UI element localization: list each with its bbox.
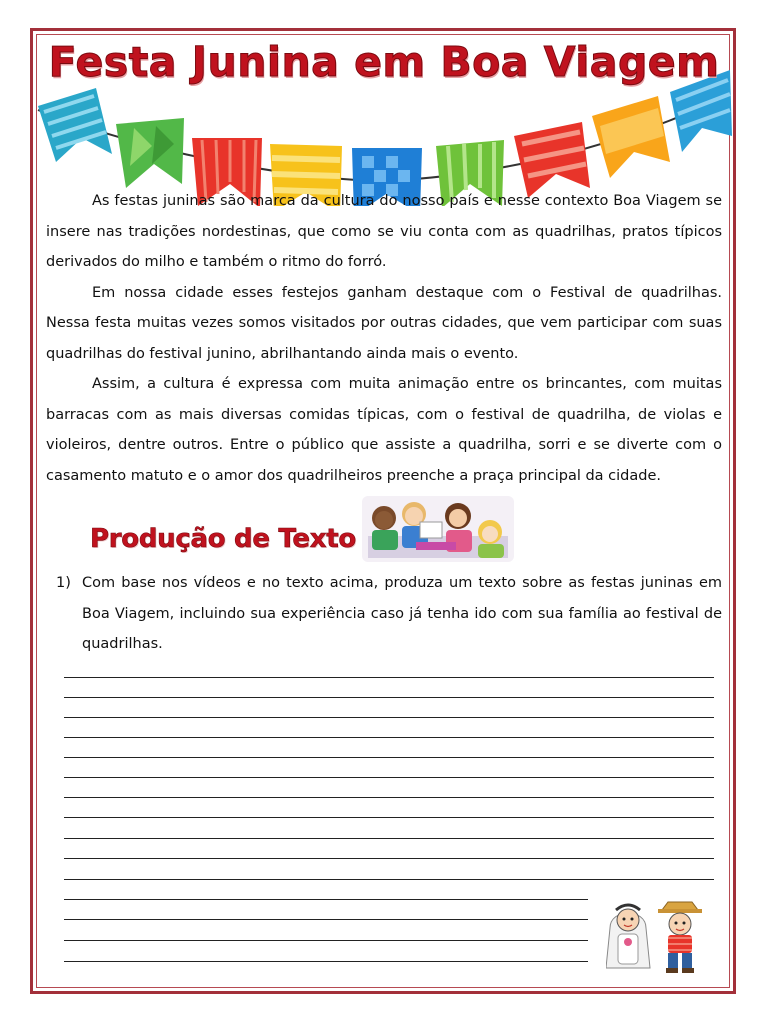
writing-line[interactable] <box>64 757 714 758</box>
writing-line[interactable] <box>64 697 714 698</box>
page-title: Festa Junina em Boa Viagem <box>48 38 720 86</box>
question-text: Com base nos vídeos e no texto acima, produza um texto sobre as festas juninas em Boa Viagem, incluindo sua experiência caso já tenha ido com sua família ao festival de quadrilhas. <box>82 575 722 652</box>
section-title: Produção de Texto <box>90 524 356 554</box>
writing-line[interactable] <box>64 899 588 900</box>
question-1 <box>46 568 722 660</box>
writing-line[interactable] <box>64 961 588 962</box>
reading-text <box>46 186 722 491</box>
question-number: 1) <box>56 575 71 591</box>
matuto-couple-illustration <box>606 898 702 974</box>
writing-line[interactable] <box>64 858 714 859</box>
writing-line[interactable] <box>64 737 714 738</box>
flag-2 <box>116 118 184 188</box>
writing-line[interactable] <box>64 817 714 818</box>
writing-line[interactable] <box>64 777 714 778</box>
writing-line[interactable] <box>64 717 714 718</box>
writing-line[interactable] <box>64 677 714 678</box>
flag-8 <box>592 96 670 178</box>
writing-line[interactable] <box>64 919 588 920</box>
writing-line[interactable] <box>64 838 714 839</box>
paragraph-2: Em nossa cidade esses festejos ganham destaque com o Festival de quadrilhas. Nessa festa muitas vezes somos visitados por outras cidades, que vem participar com suas quadrilhas do festival junino, abrilhantando ainda mais o evento. <box>46 284 722 362</box>
writing-line[interactable] <box>64 940 588 941</box>
paragraph-3: Assim, a cultura é expressa com muita animação entre os brincantes, com muitas barracas com as mais diversas comidas típicas, com o festival de quadrilha, de violas e violeiros, dentre outros. Entre o público que assiste a quadrilha, sorri e se diverte com o casamento matuto e o amor dos quadrilheiros preenche a praça principal da cidade. <box>46 376 722 484</box>
writing-line[interactable] <box>64 797 714 798</box>
paragraph-1: As festas juninas são marca da cultura do nosso país e nesse contexto Boa Viagem se insere nas tradições nordestinas, que como se viu conta com as quadrilhas, pratos típicos derivados do milho e também o ritmo do forró. <box>46 193 722 270</box>
bunting-flags-illustration <box>34 66 734 206</box>
kids-reading-illustration <box>362 496 514 562</box>
writing-line[interactable] <box>64 879 714 880</box>
flag-1 <box>38 88 112 162</box>
